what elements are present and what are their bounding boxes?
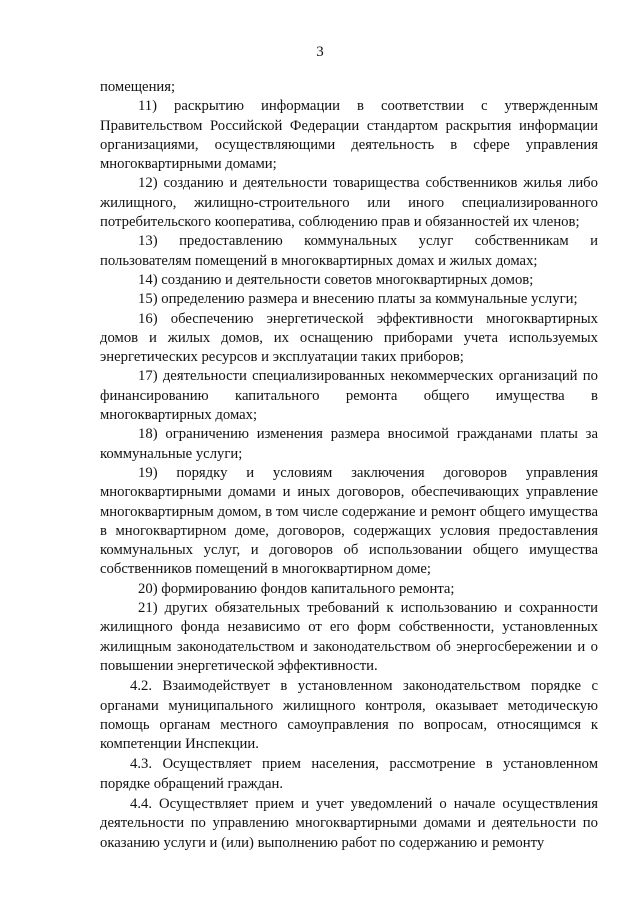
section-4-4: 4.4. Осуществляет прием и учет уведомлений о начале осуществления деятельности по управлению многоквартирными домами и деятельности по оказанию услуги и (или) выполнению работ по содержанию и ремонту [100, 795, 598, 851]
document-body [100, 78, 598, 853]
section-4-2: 4.2. Взаимодействует в установленном законодательством порядке с органами муниципального жилищного контроля, оказывает методическую помощь органам местного самоуправления по вопросам, относящимся к компетенции Инспекции. [100, 678, 598, 753]
list-item-14: 14) созданию и деятельности советов многоквартирных домов; [138, 271, 534, 288]
list-item-13: 13) предоставлению коммунальных услуг собственникам и пользователям помещений в многоквартирных домах и жилых домах; [100, 233, 598, 269]
section-4-3: 4.3. Осуществляет прием населения, рассмотрение в установленном порядке обращений граждан. [100, 756, 598, 792]
page-number: 3 [316, 44, 324, 60]
list-item-16: 16) обеспечению энергетической эффективности многоквартирных домов и жилых домов, их оснащению приборами учета используемых энергетических ресурсов и эксплуатации таких приборов; [100, 310, 598, 366]
list-item-15: 15) определению размера и внесению платы за коммунальные услуги; [138, 291, 578, 308]
list-item-18: 18) ограничению изменения размера вносимой гражданами платы за коммунальные услуги; [100, 426, 598, 462]
list-item-21: 21) других обязательных требований к использованию и сохранности жилищного фонда независимо от его форм собственности, установленных жилищным законодательством и законодательством об энергосбережении и о повышении энергетической эффективности. [100, 600, 598, 674]
list-item-19: 19) порядку и условиям заключения договоров управления многоквартирными домами и иных договоров, обеспечивающих управление многоквартирным домом, в том числе содержание и ремонт общего имущества в многоквартирном доме, договоров, содержащих условия предоставления коммунальных услуг, и договоров об использовании общего имущества собственников помещений в многоквартирном доме; [100, 464, 598, 578]
list-item-12: 12) созданию и деятельности товарищества собственников жилья либо жилищного, жилищно-строительного или иного специализированного потребительского кооператива, соблюдению прав и обязанностей их членов; [100, 175, 598, 231]
paragraph-continuation: помещения; [100, 79, 176, 95]
list-item-11: 11) раскрытию информации в соответствии с утвержденным Правительством Российской Федерации стандартом раскрытия информации организациями, осуществляющими деятельность в сфере управления многоквартирными домами; [100, 98, 598, 173]
list-item-20: 20) формированию фондов капитального ремонта; [138, 580, 455, 597]
list-item-17: 17) деятельности специализированных некоммерческих организаций по финансированию капитального ремонта общего имущества в многоквартирных домах; [100, 368, 598, 424]
